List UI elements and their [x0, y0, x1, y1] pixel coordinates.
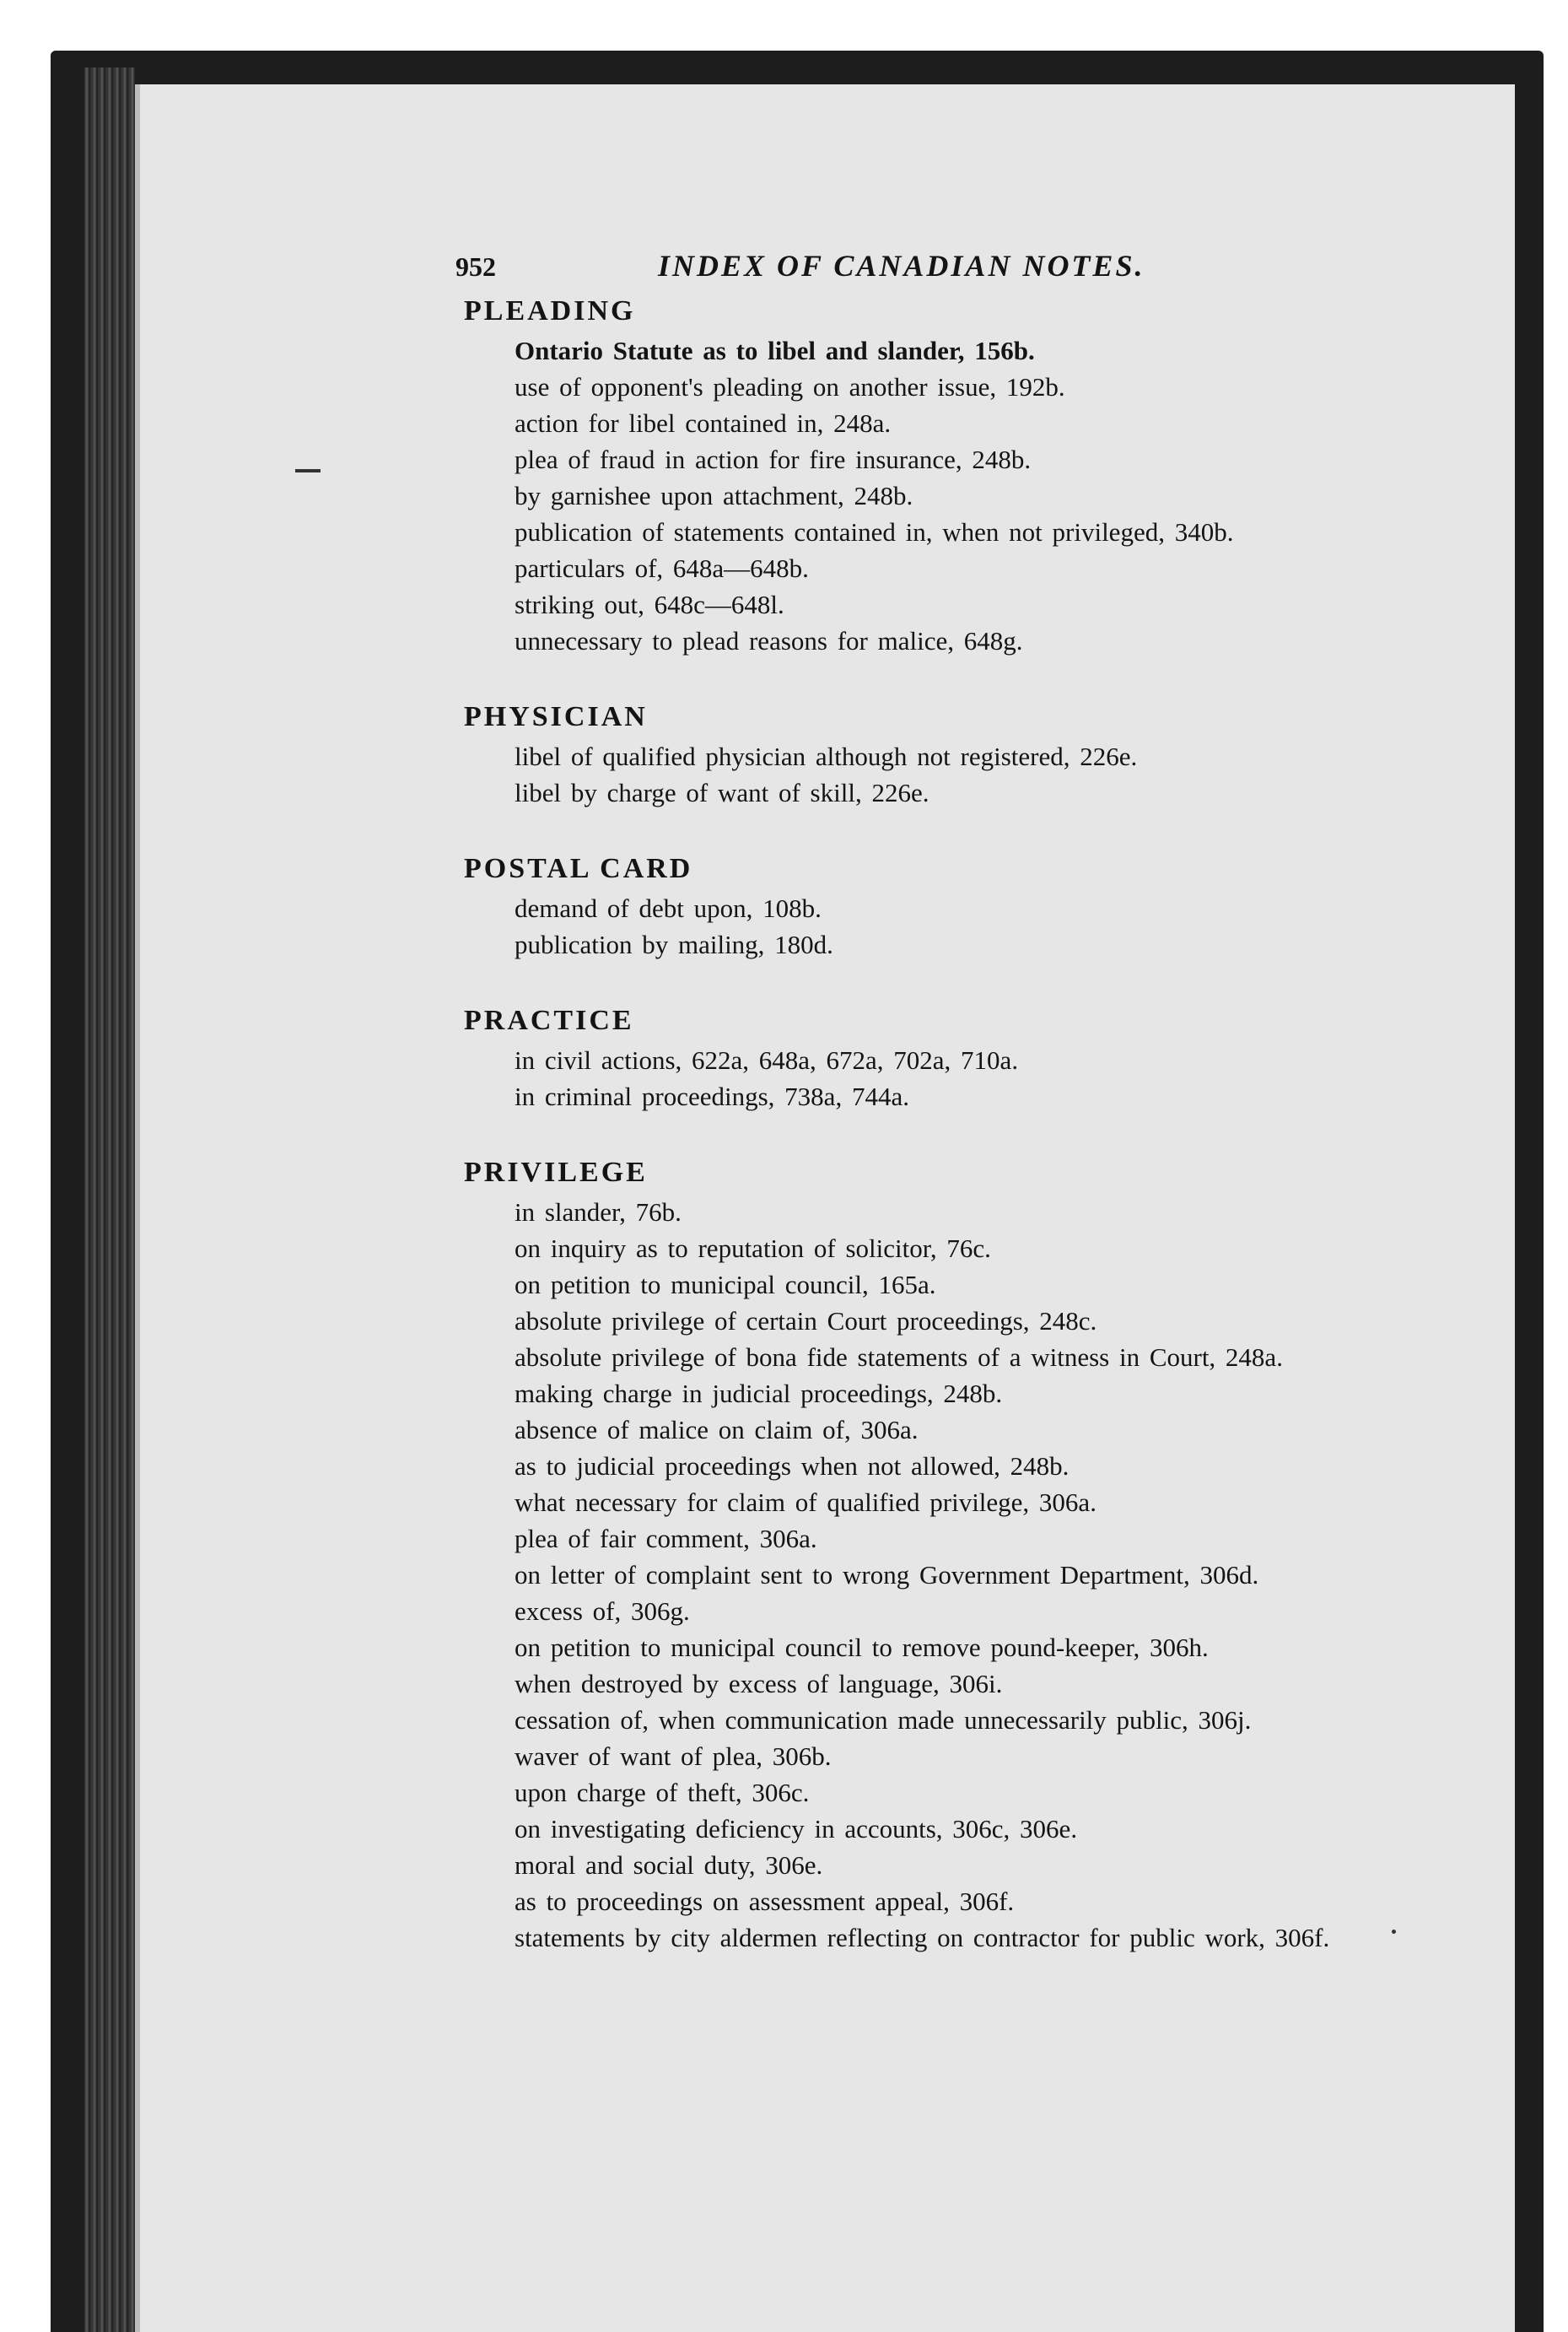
index-entry: publication of statements contained in, when not privileged, 340b. [515, 517, 1234, 547]
index-entry: in criminal proceedings, 738a, 744a. [515, 1082, 909, 1111]
index-entry: libel of qualified physician although not registered, 226e. [515, 742, 1138, 771]
section-heading: PRIVILEGE [464, 1157, 648, 1188]
page-number: 952 [455, 251, 496, 282]
index-entry: plea of fair comment, 306a. [515, 1524, 817, 1553]
index-entry: making charge in judicial proceedings, 248b. [515, 1379, 1003, 1408]
page-stack-edge [84, 67, 135, 2332]
section-heading: PRACTICE [464, 1005, 634, 1036]
index-entry: publication by mailing, 180d. [515, 930, 833, 959]
index-entry: on petition to municipal council, 165a. [515, 1270, 936, 1299]
index-entry: on petition to municipal council to remove pound-keeper, 306h. [515, 1633, 1209, 1662]
page-content [321, 236, 1375, 1996]
index-entry: upon charge of theft, 306c. [515, 1778, 810, 1807]
section-heading: PLEADING [464, 295, 636, 327]
index-entry: by garnishee upon attachment, 248b. [515, 481, 913, 510]
index-entry: demand of debt upon, 108b. [515, 893, 822, 923]
index-entry: waver of want of plea, 306b. [515, 1741, 832, 1771]
index-entry: on inquiry as to reputation of solicitor, 76c. [515, 1233, 991, 1263]
index-entry: cessation of, when communication made unnecessarily public, 306j. [515, 1705, 1252, 1735]
index-entry: moral and social duty, 306e. [515, 1850, 823, 1880]
index-entry: in slander, 76b. [515, 1197, 682, 1227]
index-entry: action for libel contained in, 248a. [515, 408, 892, 438]
index-entry: when destroyed by excess of language, 306i. [515, 1669, 1003, 1698]
section-heading: PHYSICIAN [464, 701, 648, 732]
index-entry: as to proceedings on assessment appeal, 306f. [515, 1887, 1015, 1916]
index-entry: absence of malice on claim of, 306a. [515, 1415, 919, 1444]
margin-dot [1392, 1930, 1396, 1934]
running-head [321, 236, 1375, 287]
index-entry: what necessary for claim of qualified privilege, 306a. [515, 1487, 1097, 1517]
index-entry: plea of fraud in action for fire insurance, 248b. [515, 445, 1032, 474]
index-section [321, 294, 1375, 659]
index-entry: Ontario Statute as to libel and slander, 156b. [515, 336, 1035, 365]
index-entry: unnecessary to plead reasons for malice, 648g. [515, 626, 1023, 656]
index-entry: in civil actions, 622a, 648a, 672a, 702a, 710a. [515, 1045, 1019, 1075]
index-entry: striking out, 648c—648l. [515, 590, 784, 619]
index-section [321, 1155, 1375, 1956]
index-entry: as to judicial proceedings when not allowed, 248b. [515, 1451, 1070, 1481]
index-section [321, 699, 1375, 811]
index-entry: statements by city aldermen reflecting on contractor for public work, 306f. [515, 1923, 1330, 1952]
section-heading: POSTAL CARD [464, 853, 693, 884]
margin-mark [295, 469, 321, 472]
index-entry: excess of, 306g. [515, 1596, 690, 1626]
index-entry: absolute privilege of certain Court proceedings, 248c. [515, 1306, 1097, 1336]
index-entry: use of opponent's pleading on another issue, 192b. [515, 372, 1065, 402]
index-entry: particulars of, 648a—648b. [515, 553, 809, 583]
index-entry: libel by charge of want of skill, 226e. [515, 778, 929, 807]
index-entry: on investigating deficiency in accounts, 306c, 306e. [515, 1814, 1078, 1843]
index-sections [321, 294, 1375, 1956]
index-section [321, 1003, 1375, 1115]
index-entry: absolute privilege of bona fide statements of a witness in Court, 248a. [515, 1342, 1283, 1372]
page-title: INDEX OF CANADIAN NOTES. [658, 249, 1145, 283]
index-entry: on letter of complaint sent to wrong Government Department, 306d. [515, 1560, 1259, 1590]
index-section [321, 851, 1375, 963]
